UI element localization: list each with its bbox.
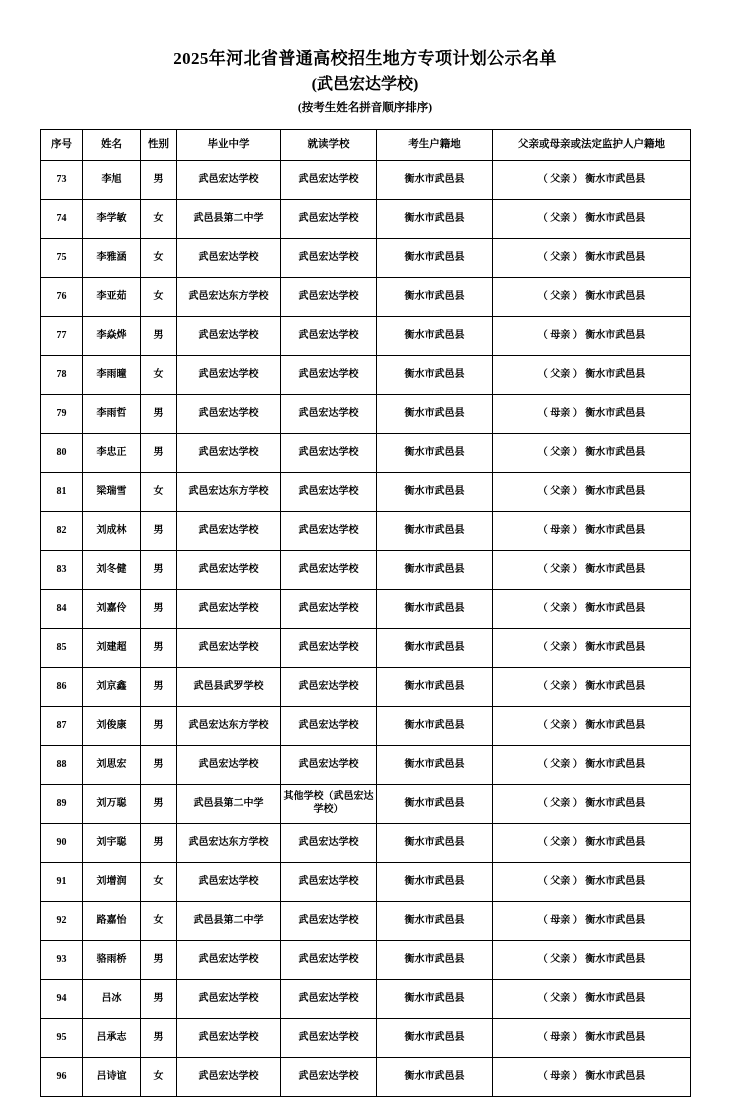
cell-graduating-school: 武邑宏达东方学校 bbox=[177, 706, 281, 745]
cell-guardian-residence: （ 父亲 ） 衡水市武邑县 bbox=[493, 550, 691, 589]
cell-sex: 男 bbox=[141, 706, 177, 745]
table-row bbox=[41, 784, 691, 823]
table-row bbox=[41, 901, 691, 940]
cell-seq: 93 bbox=[41, 940, 83, 979]
table-row bbox=[41, 1018, 691, 1057]
cell-sex: 男 bbox=[141, 628, 177, 667]
cell-sex: 男 bbox=[141, 745, 177, 784]
cell-candidate-residence: 衡水市武邑县 bbox=[377, 160, 493, 199]
cell-graduating-school: 武邑县武罗学校 bbox=[177, 667, 281, 706]
cell-sex: 女 bbox=[141, 355, 177, 394]
cell-attending-school: 武邑宏达学校 bbox=[281, 979, 377, 1018]
cell-seq: 73 bbox=[41, 160, 83, 199]
cell-candidate-residence: 衡水市武邑县 bbox=[377, 199, 493, 238]
cell-guardian-residence: （ 父亲 ） 衡水市武邑县 bbox=[493, 667, 691, 706]
cell-guardian-residence: （ 父亲 ） 衡水市武邑县 bbox=[493, 238, 691, 277]
cell-sex: 男 bbox=[141, 394, 177, 433]
column-header-attending-school: 就读学校 bbox=[281, 129, 377, 160]
table-row bbox=[41, 550, 691, 589]
cell-seq: 87 bbox=[41, 706, 83, 745]
cell-candidate-residence: 衡水市武邑县 bbox=[377, 472, 493, 511]
cell-guardian-residence: （ 父亲 ） 衡水市武邑县 bbox=[493, 823, 691, 862]
cell-attending-school: 武邑宏达学校 bbox=[281, 667, 377, 706]
cell-sex: 男 bbox=[141, 667, 177, 706]
cell-graduating-school: 武邑宏达学校 bbox=[177, 1018, 281, 1057]
cell-seq: 94 bbox=[41, 979, 83, 1018]
cell-seq: 80 bbox=[41, 433, 83, 472]
cell-candidate-residence: 衡水市武邑县 bbox=[377, 511, 493, 550]
table-row bbox=[41, 394, 691, 433]
cell-sex: 女 bbox=[141, 199, 177, 238]
cell-name: 李学敏 bbox=[83, 199, 141, 238]
cell-candidate-residence: 衡水市武邑县 bbox=[377, 277, 493, 316]
cell-graduating-school: 武邑宏达学校 bbox=[177, 979, 281, 1018]
cell-graduating-school: 武邑宏达学校 bbox=[177, 433, 281, 472]
cell-attending-school: 武邑宏达学校 bbox=[281, 394, 377, 433]
table-row bbox=[41, 316, 691, 355]
cell-guardian-residence: （ 父亲 ） 衡水市武邑县 bbox=[493, 706, 691, 745]
table-row bbox=[41, 511, 691, 550]
cell-attending-school: 武邑宏达学校 bbox=[281, 862, 377, 901]
table-row bbox=[41, 472, 691, 511]
cell-attending-school: 武邑宏达学校 bbox=[281, 472, 377, 511]
cell-candidate-residence: 衡水市武邑县 bbox=[377, 745, 493, 784]
cell-sex: 男 bbox=[141, 823, 177, 862]
cell-name: 刘思宏 bbox=[83, 745, 141, 784]
cell-name: 吕承志 bbox=[83, 1018, 141, 1057]
cell-candidate-residence: 衡水市武邑县 bbox=[377, 667, 493, 706]
cell-name: 李亚茹 bbox=[83, 277, 141, 316]
cell-name: 刘嘉伶 bbox=[83, 589, 141, 628]
cell-name: 梁瑞雪 bbox=[83, 472, 141, 511]
cell-sex: 女 bbox=[141, 862, 177, 901]
cell-seq: 74 bbox=[41, 199, 83, 238]
cell-graduating-school: 武邑宏达学校 bbox=[177, 160, 281, 199]
cell-sex: 男 bbox=[141, 940, 177, 979]
cell-name: 李雅涵 bbox=[83, 238, 141, 277]
document-title-block bbox=[40, 46, 690, 117]
column-header-sex: 性别 bbox=[141, 129, 177, 160]
cell-attending-school: 武邑宏达学校 bbox=[281, 316, 377, 355]
cell-attending-school: 武邑宏达学校 bbox=[281, 511, 377, 550]
cell-candidate-residence: 衡水市武邑县 bbox=[377, 394, 493, 433]
cell-attending-school: 武邑宏达学校 bbox=[281, 355, 377, 394]
cell-sex: 男 bbox=[141, 160, 177, 199]
cell-sex: 女 bbox=[141, 238, 177, 277]
cell-seq: 92 bbox=[41, 901, 83, 940]
cell-graduating-school: 武邑宏达东方学校 bbox=[177, 823, 281, 862]
cell-attending-school: 武邑宏达学校 bbox=[281, 706, 377, 745]
cell-name: 刘冬健 bbox=[83, 550, 141, 589]
cell-candidate-residence: 衡水市武邑县 bbox=[377, 1018, 493, 1057]
cell-graduating-school: 武邑县第二中学 bbox=[177, 901, 281, 940]
cell-sex: 男 bbox=[141, 1018, 177, 1057]
cell-seq: 90 bbox=[41, 823, 83, 862]
cell-guardian-residence: （ 父亲 ） 衡水市武邑县 bbox=[493, 979, 691, 1018]
cell-name: 李旭 bbox=[83, 160, 141, 199]
table-row bbox=[41, 667, 691, 706]
table-row bbox=[41, 940, 691, 979]
cell-candidate-residence: 衡水市武邑县 bbox=[377, 784, 493, 823]
cell-name: 路嘉怡 bbox=[83, 901, 141, 940]
cell-graduating-school: 武邑宏达学校 bbox=[177, 862, 281, 901]
cell-candidate-residence: 衡水市武邑县 bbox=[377, 940, 493, 979]
cell-candidate-residence: 衡水市武邑县 bbox=[377, 316, 493, 355]
column-header-graduating-school: 毕业中学 bbox=[177, 129, 281, 160]
cell-name: 李雨哲 bbox=[83, 394, 141, 433]
cell-sex: 男 bbox=[141, 979, 177, 1018]
table-row bbox=[41, 199, 691, 238]
cell-graduating-school: 武邑宏达东方学校 bbox=[177, 277, 281, 316]
cell-graduating-school: 武邑县第二中学 bbox=[177, 199, 281, 238]
cell-attending-school: 武邑宏达学校 bbox=[281, 589, 377, 628]
cell-guardian-residence: （ 母亲 ） 衡水市武邑县 bbox=[493, 1057, 691, 1096]
cell-graduating-school: 武邑宏达学校 bbox=[177, 589, 281, 628]
table-body bbox=[41, 160, 691, 1096]
cell-seq: 91 bbox=[41, 862, 83, 901]
cell-name: 吕诗谊 bbox=[83, 1057, 141, 1096]
cell-candidate-residence: 衡水市武邑县 bbox=[377, 862, 493, 901]
cell-seq: 84 bbox=[41, 589, 83, 628]
cell-seq: 78 bbox=[41, 355, 83, 394]
cell-attending-school: 武邑宏达学校 bbox=[281, 628, 377, 667]
cell-guardian-residence: （ 母亲 ） 衡水市武邑县 bbox=[493, 1018, 691, 1057]
cell-sex: 男 bbox=[141, 316, 177, 355]
cell-guardian-residence: （ 父亲 ） 衡水市武邑县 bbox=[493, 862, 691, 901]
cell-sex: 女 bbox=[141, 277, 177, 316]
table-row bbox=[41, 706, 691, 745]
cell-guardian-residence: （ 父亲 ） 衡水市武邑县 bbox=[493, 199, 691, 238]
cell-graduating-school: 武邑宏达学校 bbox=[177, 550, 281, 589]
cell-candidate-residence: 衡水市武邑县 bbox=[377, 979, 493, 1018]
cell-seq: 89 bbox=[41, 784, 83, 823]
cell-attending-school: 武邑宏达学校 bbox=[281, 199, 377, 238]
cell-candidate-residence: 衡水市武邑县 bbox=[377, 433, 493, 472]
column-header-name: 姓名 bbox=[83, 129, 141, 160]
cell-sex: 男 bbox=[141, 433, 177, 472]
cell-guardian-residence: （ 父亲 ） 衡水市武邑县 bbox=[493, 784, 691, 823]
cell-candidate-residence: 衡水市武邑县 bbox=[377, 238, 493, 277]
cell-name: 骆雨桥 bbox=[83, 940, 141, 979]
cell-guardian-residence: （ 母亲 ） 衡水市武邑县 bbox=[493, 901, 691, 940]
cell-sex: 男 bbox=[141, 784, 177, 823]
cell-graduating-school: 武邑宏达学校 bbox=[177, 940, 281, 979]
table-header-row bbox=[41, 129, 691, 160]
cell-guardian-residence: （ 父亲 ） 衡水市武邑县 bbox=[493, 745, 691, 784]
cell-guardian-residence: （ 父亲 ） 衡水市武邑县 bbox=[493, 472, 691, 511]
cell-seq: 82 bbox=[41, 511, 83, 550]
cell-attending-school: 武邑宏达学校 bbox=[281, 160, 377, 199]
table-row bbox=[41, 277, 691, 316]
cell-graduating-school: 武邑宏达学校 bbox=[177, 745, 281, 784]
cell-name: 刘俊康 bbox=[83, 706, 141, 745]
table-row bbox=[41, 979, 691, 1018]
table-row bbox=[41, 433, 691, 472]
cell-candidate-residence: 衡水市武邑县 bbox=[377, 355, 493, 394]
cell-name: 刘建超 bbox=[83, 628, 141, 667]
page-subtitle: (武邑宏达学校) bbox=[311, 75, 419, 93]
cell-candidate-residence: 衡水市武邑县 bbox=[377, 628, 493, 667]
cell-seq: 83 bbox=[41, 550, 83, 589]
cell-name: 吕冰 bbox=[83, 979, 141, 1018]
cell-candidate-residence: 衡水市武邑县 bbox=[377, 550, 493, 589]
cell-candidate-residence: 衡水市武邑县 bbox=[377, 589, 493, 628]
cell-name: 刘增润 bbox=[83, 862, 141, 901]
page-title: 2025年河北省普通高校招生地方专项计划公示名单 bbox=[173, 49, 557, 68]
cell-guardian-residence: （ 父亲 ） 衡水市武邑县 bbox=[493, 433, 691, 472]
cell-seq: 96 bbox=[41, 1057, 83, 1096]
cell-attending-school: 武邑宏达学校 bbox=[281, 745, 377, 784]
cell-name: 李雨曈 bbox=[83, 355, 141, 394]
table-row bbox=[41, 862, 691, 901]
cell-name: 刘万聪 bbox=[83, 784, 141, 823]
cell-graduating-school: 武邑宏达学校 bbox=[177, 355, 281, 394]
cell-graduating-school: 武邑宏达学校 bbox=[177, 394, 281, 433]
cell-guardian-residence: （ 母亲 ） 衡水市武邑县 bbox=[493, 316, 691, 355]
cell-name: 李忠正 bbox=[83, 433, 141, 472]
cell-sex: 女 bbox=[141, 472, 177, 511]
cell-graduating-school: 武邑宏达学校 bbox=[177, 1057, 281, 1096]
cell-seq: 81 bbox=[41, 472, 83, 511]
cell-sex: 女 bbox=[141, 1057, 177, 1096]
cell-attending-school: 武邑宏达学校 bbox=[281, 1057, 377, 1096]
cell-sex: 男 bbox=[141, 589, 177, 628]
cell-candidate-residence: 衡水市武邑县 bbox=[377, 901, 493, 940]
cell-attending-school: 武邑宏达学校 bbox=[281, 433, 377, 472]
cell-guardian-residence: （ 父亲 ） 衡水市武邑县 bbox=[493, 277, 691, 316]
cell-seq: 75 bbox=[41, 238, 83, 277]
cell-seq: 76 bbox=[41, 277, 83, 316]
cell-name: 刘京鑫 bbox=[83, 667, 141, 706]
table-row bbox=[41, 160, 691, 199]
cell-candidate-residence: 衡水市武邑县 bbox=[377, 706, 493, 745]
cell-seq: 77 bbox=[41, 316, 83, 355]
cell-name: 李焱烨 bbox=[83, 316, 141, 355]
roster-table bbox=[40, 129, 691, 1097]
cell-attending-school: 武邑宏达学校 bbox=[281, 277, 377, 316]
cell-graduating-school: 武邑宏达学校 bbox=[177, 628, 281, 667]
cell-guardian-residence: （ 父亲 ） 衡水市武邑县 bbox=[493, 628, 691, 667]
cell-guardian-residence: （ 母亲 ） 衡水市武邑县 bbox=[493, 511, 691, 550]
cell-guardian-residence: （ 母亲 ） 衡水市武邑县 bbox=[493, 394, 691, 433]
cell-graduating-school: 武邑宏达学校 bbox=[177, 511, 281, 550]
cell-candidate-residence: 衡水市武邑县 bbox=[377, 1057, 493, 1096]
column-header-guardian-residence: 父亲或母亲或法定监护人户籍地 bbox=[493, 129, 691, 160]
table-row bbox=[41, 745, 691, 784]
cell-seq: 79 bbox=[41, 394, 83, 433]
cell-sex: 女 bbox=[141, 901, 177, 940]
cell-candidate-residence: 衡水市武邑县 bbox=[377, 823, 493, 862]
cell-guardian-residence: （ 父亲 ） 衡水市武邑县 bbox=[493, 355, 691, 394]
column-header-seq: 序号 bbox=[41, 129, 83, 160]
cell-seq: 95 bbox=[41, 1018, 83, 1057]
cell-attending-school: 武邑宏达学校 bbox=[281, 238, 377, 277]
cell-seq: 85 bbox=[41, 628, 83, 667]
cell-graduating-school: 武邑宏达东方学校 bbox=[177, 472, 281, 511]
table-header bbox=[41, 129, 691, 160]
cell-seq: 88 bbox=[41, 745, 83, 784]
cell-guardian-residence: （ 父亲 ） 衡水市武邑县 bbox=[493, 940, 691, 979]
column-header-candidate-residence: 考生户籍地 bbox=[377, 129, 493, 160]
cell-name: 刘成林 bbox=[83, 511, 141, 550]
table-row bbox=[41, 589, 691, 628]
sort-note: (按考生姓名拼音顺序排序) bbox=[297, 101, 433, 114]
cell-graduating-school: 武邑宏达学校 bbox=[177, 238, 281, 277]
cell-sex: 男 bbox=[141, 550, 177, 589]
table-row bbox=[41, 238, 691, 277]
cell-attending-school: 武邑宏达学校 bbox=[281, 550, 377, 589]
cell-attending-school: 武邑宏达学校 bbox=[281, 1018, 377, 1057]
table-row bbox=[41, 355, 691, 394]
cell-attending-school: 其他学校（武邑宏达学校） bbox=[281, 784, 377, 823]
cell-attending-school: 武邑宏达学校 bbox=[281, 901, 377, 940]
cell-graduating-school: 武邑宏达学校 bbox=[177, 316, 281, 355]
cell-attending-school: 武邑宏达学校 bbox=[281, 823, 377, 862]
table-row bbox=[41, 823, 691, 862]
cell-guardian-residence: （ 父亲 ） 衡水市武邑县 bbox=[493, 589, 691, 628]
cell-seq: 86 bbox=[41, 667, 83, 706]
cell-sex: 男 bbox=[141, 511, 177, 550]
cell-graduating-school: 武邑县第二中学 bbox=[177, 784, 281, 823]
cell-attending-school: 武邑宏达学校 bbox=[281, 940, 377, 979]
table-row bbox=[41, 1057, 691, 1096]
table-row bbox=[41, 628, 691, 667]
cell-guardian-residence: （ 父亲 ） 衡水市武邑县 bbox=[493, 160, 691, 199]
cell-name: 刘宇聪 bbox=[83, 823, 141, 862]
